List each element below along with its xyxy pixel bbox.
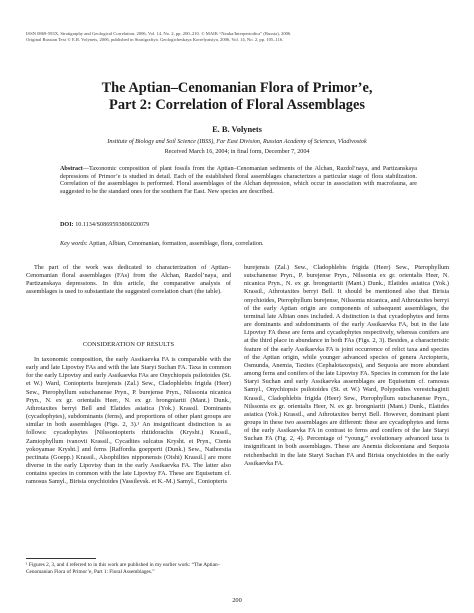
journal-header-line2: Original Russian Text © E.B. Volynets, 2006, published in Stratigrafiya. Geologicheskaya Korrelyatsiya, 2006, Vol. 14, No. 2, pp. 105–116. bbox=[26, 37, 284, 42]
received-dates: Received March 16, 2004; in final form, December 7, 2004 bbox=[164, 149, 310, 155]
abstract-label: Abstract bbox=[60, 166, 83, 172]
footnote: ¹ Figures 2, 3, and 4 referred to in this work are published in my earlier work: “The Aptian–Cenomanian Flora of Primor’e, Part 1: Floral Assemblages.” bbox=[26, 562, 221, 575]
body-paragraph-left: In taxonomic composition, the early Assikaevka FA is comparable with the early and late Lipovtsy FAs and with the late Staryi Suchan FA. Taxa in common for the early Lipovtsy and early Assikaevka FAs are Onychiopsis psilotoides (St. et W.) Ward, Coniopteris burejensis (Zal.) Sew., Cladophlebis frigida (Heer) Sew., Pterophyllum sutschanense Pryn., P. burejense Pryn., Nilssonia nicanica Pryn., N. ex gr. orientalis Heer., N. ex gr. brongniartii (Mant.) Dunk., Athrotaxites berryi Bell and Elatides asiatica (Yok.) Krassil. Dominants (cycadophytes), subdominants (ferns), and proportions of other plant groups are similar in both assemblages (Figs. 2, 3).¹ An insignificant distinction is as follows: cycadophytes [Nilssoniopteris rhitidorachis (Krysht.) Krassil., Zamiophyllum ivanovii Krassil., Cycadites sulcatus Krysht. et Pryn., Ctenis yokoyamae Krysht.] and ferns [Raffordia goepperti (Dunk.) Sew., Nathorstia pectinata (Goepp.) Krassil., Alsophilites nipponensis (Oishi) Krassil.] are more diverse in the early Lipovtsy than in the early Assikaevka FA. The latter also contains species in common with the late Lipovtsy FA. These are Equisetum cf. ramosus Samyl., Birisia onychioides (Vassilevsk. et K.-M.) Samyl., Coniopteris bbox=[26, 356, 231, 486]
doi bbox=[60, 222, 149, 228]
body-paragraph-right: burejensis (Zal.) Sew., Cladophlebis frigida (Heer) Sew., Pterophyllum sutschanense Pryn., P. burejense Pryn., Nilssonia ex gr. orientalis Heer, N. nicanica Pryn., N. ex gr. brongniartii (Mant.) Dunk., Elatides asiatica (Yok.) Krassil., Athrotaxites berryi Bell. It should be mentioned also that Birisia onychioides, Pterophyllum burejense, Nilssonia nicanica, and Athrotaxites berryi of the early Aptian origin are components of subsequent assemblages, the terminal late Albian ones included. A distinction is that cycadophytes and ferns are dominants and subdominants of the early Assikaevka FA, but in the late Lipovtsy FA these are ferns and cycadophytes respectively, whereas conifers are at the third place in abundance in both FAs (Figs. 2, 3). Besides, a characteristic feature of the early Assikaevka FA is joint occurrence of relict taxa and species of the Aptian origin, while younger advanced species of genera Arctopteris, Osmunda, Anemia, Taxites (Cephalotaxopsis), and Sequoia are more abundant among ferns and conifers of the late Lipovtsy FA. Species in common for the late Staryi Suchan and early Assikaevka assemblages are Equisetum cf. ramosus Samyl., Onychiopsis psilotoides (St. et W.) Ward, Polypodites verestchaginii Krassil., Cladophlebis frigida (Heer) Sew., Pterophyllum sutschanense Pryn., Nilssonia ex gr. orientalis Heer, N. ex gr. brongniartii (Mant.) Dunk., Elatides asiatica (Yok.) Krassil., and Athrotaxites berryi Bell. However, dominant plant groups in these two assemblages are different: these are cycadophytes and ferns of the early Assikaevka FA in contrast to ferns and conifers of the late Staryi Suchan FA (Fig. 2, 4). Percentage of “young,” evolutionary advanced taxa is insignificant in both assemblages. These are Anemia dicksoniana and Sequoia reichenbachii in the late Staryi Suchan FA and Birisia onychioides in the early Assikaevka FA. bbox=[244, 264, 450, 467]
keywords-label: Key words bbox=[60, 241, 86, 247]
left-column-body bbox=[26, 356, 231, 487]
footnote-divider bbox=[26, 558, 96, 559]
abstract-text: —Taxonomic composition of plant fossils from the Aptian–Cenomanian sediments of the Alchan, Razdol’naya, and Partizanskaya depressions of Primor’e is studied in detail. Each of the established floral assemblages characterizes a particular stage of flora stabilization. Correlation of the assemblages is performed. Floral assemblages of the Alchan depression, which occur in association with macrofauna, are suggested to be the standard ones for the southern Far East. New species are described. bbox=[60, 166, 417, 196]
left-column-intro bbox=[26, 264, 231, 297]
journal-header bbox=[26, 31, 291, 43]
article-title-line2: Part 2: Correlation of Floral Assemblages bbox=[109, 97, 365, 113]
page-number: 200 bbox=[232, 597, 242, 604]
abstract bbox=[60, 166, 417, 197]
journal-header-line1: ISSN 0869-593X, Stratigraphy and Geological Correlation, 2006, Vol. 14, No. 2, pp. 200–210. © MAIK “Nauka/Interperiodica” (Russia), 2006. bbox=[26, 31, 292, 36]
keywords-text: : Aptian, Albian, Cenomanian, formation, assemblage, flora, correlation. bbox=[85, 241, 264, 247]
article-title-line1: The Aptian–Cenomanian Flora of Primor’e, bbox=[101, 80, 373, 96]
right-column-body bbox=[244, 264, 449, 468]
author-affiliation: Institute of Biology and Soil Science (IBSS), Far East Division, Russian Academy of Sciences, Vladivostok bbox=[107, 139, 367, 145]
doi-value[interactable]: 10.1134/S0869593806020079 bbox=[75, 222, 150, 228]
intro-paragraph: The part of the work was dedicated to characterization of Aptian–Cenomanian floral assemblages (FAs) from the Alchan, Razdol’naya, and Partizanskaya depressions. In this article, the comparative analysis of assemblages is used to substantiate the suggested correlation chart (the table). bbox=[26, 264, 231, 296]
keywords bbox=[60, 241, 264, 247]
doi-label: DOI: bbox=[60, 222, 74, 228]
section-heading: CONSIDERATION OF RESULTS bbox=[82, 341, 175, 348]
author-name: E. B. Volynets bbox=[212, 125, 262, 134]
